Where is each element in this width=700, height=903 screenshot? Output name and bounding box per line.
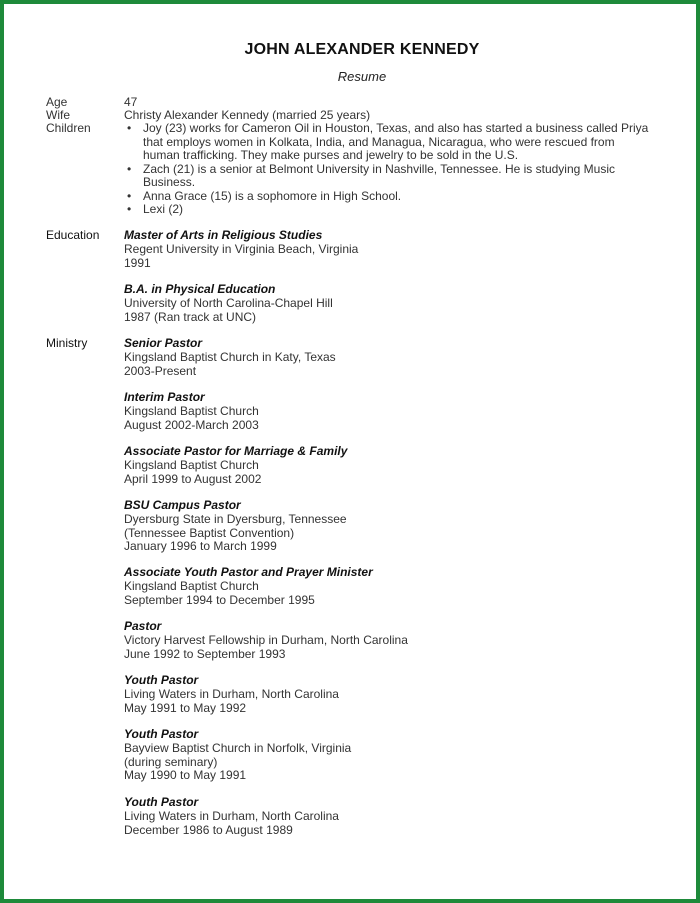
ministry-entry	[124, 728, 664, 783]
entry-line: Victory Harvest Fellowship in Durham, North Carolina	[124, 633, 408, 647]
wife-value: Christy Alexander Kennedy (married 25 years)	[124, 108, 371, 122]
ministry-entry	[124, 391, 664, 432]
resume-page	[4, 4, 696, 899]
entry-line: (during seminary)	[124, 754, 218, 769]
entry-line: May 1991 to May 1992	[124, 700, 247, 715]
entry-title: Associate Youth Pastor and Prayer Minister	[124, 565, 373, 579]
ministry-entry	[124, 674, 664, 715]
age-value: 47	[124, 95, 138, 109]
entry-line: 2003-Present	[124, 363, 197, 378]
ministry-entry	[124, 566, 664, 607]
entry-line: Kingsland Baptist Church	[124, 579, 259, 593]
entry-line: Kingsland Baptist Church in Katy, Texas	[124, 350, 336, 364]
entry-title: BSU Campus Pastor	[124, 498, 241, 512]
children-list	[124, 122, 654, 217]
entry-line: August 2002-March 2003	[124, 417, 259, 432]
entry-line: Living Waters in Durham, North Carolina	[124, 687, 339, 701]
entry-line: University of North Carolina-Chapel Hill	[124, 296, 333, 310]
entry-title: Youth Pastor	[124, 673, 199, 687]
list-item: • Joy (23) works for Cameron Oil in Houston, Texas, and also has started a business called Priya that employs women in Kolkata, India, and Managua, Nicaragua, who were rescued from human trafficking. They make purses and jewelry to be sold in the U.S.	[124, 122, 654, 163]
age-label: Age	[46, 95, 68, 109]
entry-title: B.A. in Physical Education	[124, 282, 276, 296]
ministry-entry	[124, 337, 664, 378]
entry-title: Youth Pastor	[124, 795, 199, 809]
entry-title: Youth Pastor	[124, 727, 199, 741]
entry-title: Senior Pastor	[124, 336, 203, 350]
wife-label: Wife	[46, 108, 70, 122]
ministry-entry	[124, 445, 664, 486]
entry-line: 1987 (Ran track at UNC)	[124, 309, 257, 324]
ministry-entry	[124, 796, 664, 837]
ministry-entry	[124, 620, 664, 661]
ministry-label: Ministry	[46, 336, 88, 350]
ministry-entry	[124, 499, 664, 554]
entry-line: May 1990 to May 1991	[124, 768, 247, 782]
entry-title: Master of Arts in Religious Studies	[124, 228, 323, 242]
entry-title: Interim Pastor	[124, 390, 205, 404]
entry-line: Kingsland Baptist Church	[124, 458, 259, 472]
entry-line: April 1999 to August 2002	[124, 471, 262, 486]
list-item: • Zach (21) is a senior at Belmont University in Nashville, Tennessee. He is studying Music Business.	[124, 163, 654, 190]
entry-line: September 1994 to December 1995	[124, 592, 315, 607]
entry-line: Regent University in Virginia Beach, Virginia	[124, 242, 359, 256]
entry-line: Bayview Baptist Church in Norfolk, Virginia	[124, 741, 352, 755]
entry-line: Kingsland Baptist Church	[124, 404, 259, 418]
entry-line: December 1986 to August 1989	[124, 822, 293, 837]
entry-line: (Tennessee Baptist Convention)	[124, 525, 295, 540]
education-entry	[124, 283, 664, 324]
entry-line: Dyersburg State in Dyersburg, Tennessee	[124, 512, 347, 526]
entry-line: Living Waters in Durham, North Carolina	[124, 809, 339, 823]
entry-line: June 1992 to September 1993	[124, 646, 286, 661]
education-label: Education	[46, 228, 100, 242]
entry-title: Associate Pastor for Marriage & Family	[124, 444, 348, 458]
education-entry	[124, 229, 664, 270]
children-label: Children	[46, 121, 91, 135]
list-item: • Anna Grace (15) is a sophomore in High School.	[124, 190, 654, 204]
entry-line: 1991	[124, 255, 151, 270]
resume-subtitle: Resume	[337, 69, 387, 84]
entry-line: January 1996 to March 1999	[124, 539, 277, 553]
resume-name: JOHN ALEXANDER KENNEDY	[244, 41, 480, 58]
list-item: • Lexi (2)	[124, 203, 654, 217]
entry-title: Pastor	[124, 619, 162, 633]
